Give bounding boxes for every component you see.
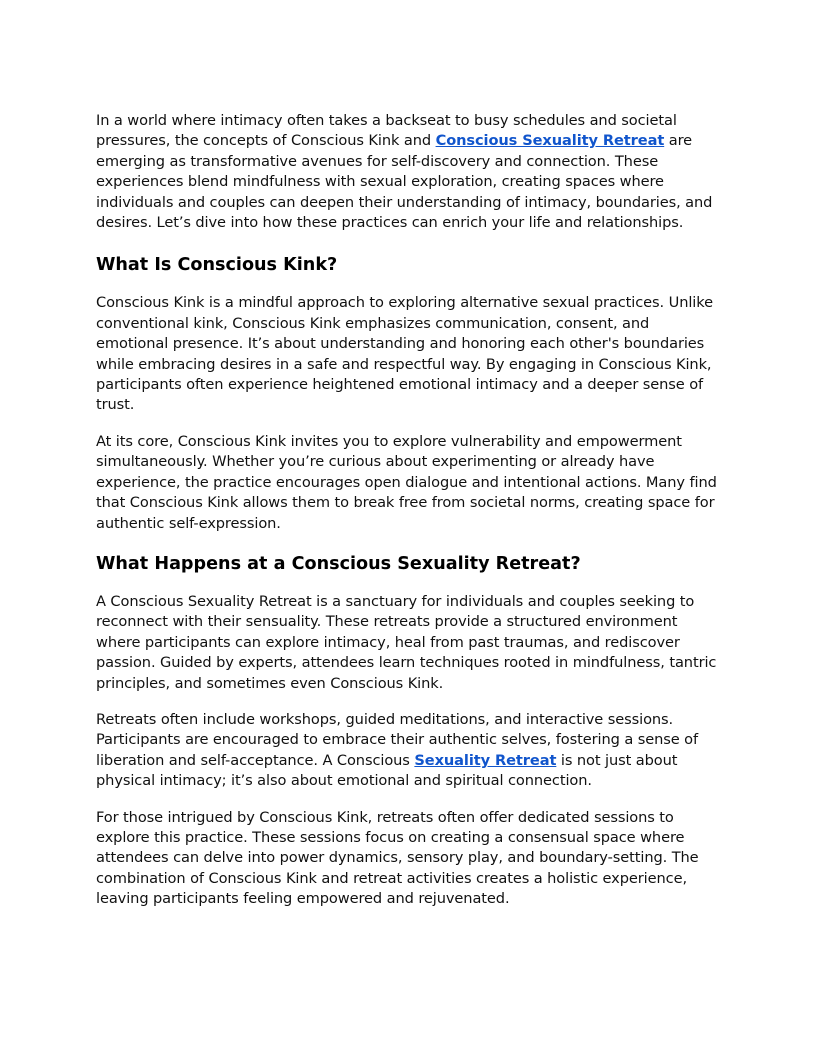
- document-page: [96, 111, 720, 910]
- retreat-p2-text-before-link: Retreats often include workshops, guided meditations, and interactive sessions. Participants are encouraged to embrace their authentic selves, fostering a sense of liberation and self-acceptance. A Conscious: [96, 710, 699, 769]
- kink-paragraph-1: Conscious Kink is a mindful approach to exploring alternative sexual practices. Unlike conventional kink, Conscious Kink emphasizes communication, consent, and emotional presence. It’s about understanding and honoring each other's boundaries while embracing desires in a safe and respectful way. By engaging in Conscious Kink, participants often experience heightened emotional intimacy and a deeper sense of trust.: [96, 294, 713, 414]
- intro-paragraph: [96, 111, 720, 233]
- retreat-p2-text-after-link: is not just about physical intimacy; it’s also about emotional and spiritual connection.: [96, 751, 678, 790]
- retreat-paragraph-1: A Conscious Sexuality Retreat is a sanctuary for individuals and couples seeking to reconnect with their sensuality. These retreats provide a structured environment where participants can explore intimacy, heal from past traumas, and rediscover passion. Guided by experts, attendees learn techniques rooted in mindfulness, tantric principles, and sometimes even Conscious Kink.: [96, 592, 717, 692]
- intro-text-after-link: are emerging as transformative avenues for self-discovery and connection. These experiences blend mindfulness with sexual exploration, creating spaces where individuals and couples can deepen their understanding of intimacy, boundaries, and desires. Let’s dive into how these practices can enrich your life and relationships.: [96, 132, 713, 232]
- sexuality-retreat-link[interactable]: Sexuality Retreat: [414, 751, 557, 769]
- kink-paragraph-2: At its core, Conscious Kink invites you to explore vulnerability and empowerment simultaneously. Whether you’re curious about experimenting or already have experience, the practice encourages open dialogue and intentional actions. Many find that Conscious Kink allows them to break free from societal norms, creating space for authentic self-expression.: [96, 432, 717, 532]
- conscious-sexuality-retreat-link[interactable]: Conscious Sexuality Retreat: [435, 132, 665, 150]
- retreat-paragraph-2: [96, 710, 720, 792]
- heading-what-happens-at-retreat: What Happens at a Conscious Sexuality Retreat?: [96, 553, 581, 574]
- heading-what-is-conscious-kink: What Is Conscious Kink?: [96, 255, 338, 276]
- retreat-paragraph-3: For those intrigued by Conscious Kink, retreats often offer dedicated sessions to explore this practice. These sessions focus on creating a consensual space where attendees can delve into power dynamics, sensory play, and boundary-setting. The combination of Conscious Kink and retreat activities creates a holistic experience, leaving participants feeling empowered and rejuvenated.: [96, 808, 699, 908]
- intro-text-before-link: In a world where intimacy often takes a backseat to busy schedules and societal pressures, the concepts of Conscious Kink and: [96, 112, 677, 150]
